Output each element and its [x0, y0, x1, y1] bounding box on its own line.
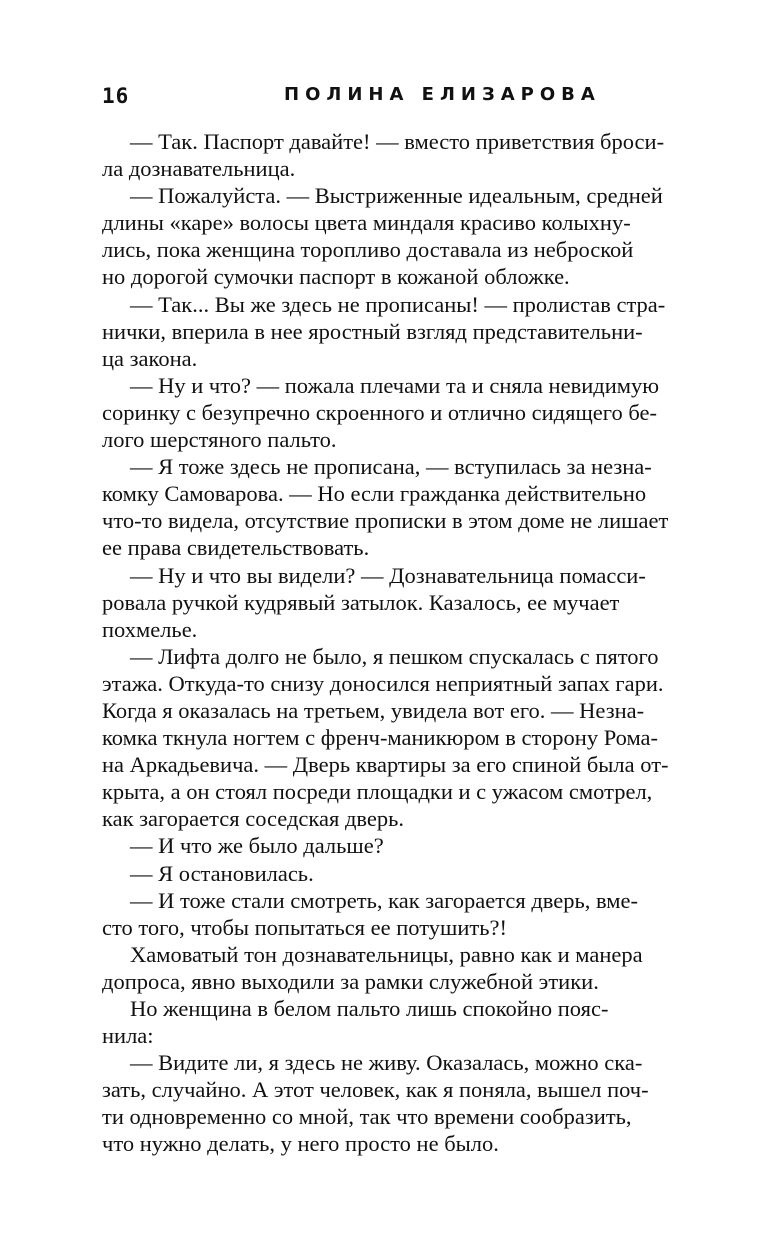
text-line: Когда я оказалась на третьем, увидела вот его. — Незна-: [102, 697, 645, 723]
text-line: — Так. Паспорт давайте! — вместо приветствия броси-: [130, 129, 665, 154]
text-line: — Так... Вы же здесь не прописаны! — пролистав стра-: [130, 291, 666, 317]
paragraph: [102, 860, 692, 887]
text-line: — Я остановилась.: [130, 860, 314, 886]
text-line: — Ну и что вы видели? — Дознавательница помасси-: [130, 562, 646, 588]
text-line: Но женщина в белом пальто лишь спокойно пояс-: [130, 996, 609, 1021]
text-line: сто того, чтобы попытаться ее потушить?!: [102, 914, 507, 940]
text-line: ровала ручкой кудрявый затылок. Казалось, ее мучает: [102, 589, 620, 615]
paragraph: [102, 128, 692, 182]
text-line: комку Самоварова. — Но если гражданка действительно: [102, 481, 647, 507]
text-line: — Я тоже здесь не прописана, — вступилась за незна-: [130, 454, 652, 480]
text-line: на Аркадьевича. — Дверь квартиры за его спиной была от-: [102, 752, 669, 778]
text-line: этажа. Откуда-то снизу доносился неприятный запах гари.: [102, 670, 664, 696]
text-line: длины «каре» волосы цвета миндаля красиво колыхну-: [102, 210, 631, 236]
paragraph: [102, 182, 692, 290]
paragraph: [102, 562, 692, 643]
text-line: — И тоже стали смотреть, как загорается дверь, вме-: [130, 887, 638, 913]
text-line: что-то видела, отсутствие прописки в этом доме не лишает: [102, 508, 669, 534]
paragraph: [102, 887, 692, 941]
text-line: — Пожалуйста. — Выстриженные идеальным, средней: [130, 183, 663, 209]
text-line: Хамоватый тон дознавательницы, равно как и манера: [130, 941, 643, 967]
text-line: ца закона.: [102, 345, 198, 371]
text-line: соринку с безупречно скроенного и отлично сидящего бе-: [102, 399, 657, 425]
text-line: ти одновременно со мной, так что времени сообразить,: [102, 1104, 632, 1130]
text-line: похмелье.: [102, 616, 198, 642]
paragraph: [102, 941, 692, 995]
text-line: ее права свидетельствовать.: [102, 535, 370, 561]
paragraph: [102, 291, 692, 372]
text-line: лого шерстяного пальто.: [102, 427, 337, 453]
paragraph: [102, 453, 692, 561]
text-line: ла дознавательница.: [102, 156, 296, 182]
text-line: нила:: [102, 1023, 154, 1049]
text-line: нички, вперила в нее яростный взгляд представительни-: [102, 318, 643, 344]
paragraph: [102, 1049, 692, 1157]
text-line: зать, случайно. А этот человек, как я поняла, вышел поч-: [102, 1077, 649, 1103]
body-text: [102, 128, 692, 1158]
paragraph: [102, 832, 692, 859]
text-line: допроса, явно выходили за рамки служебной этики.: [102, 968, 599, 994]
text-line: крыта, а он стоял посреди площадки и с ужасом смотрел,: [102, 779, 653, 805]
running-head-author: ПОЛИНА ЕЛИЗАРОВА: [284, 84, 601, 105]
text-line: — Лифта долго не было, я пешком спускалась с пятого: [130, 643, 659, 669]
text-line: лись, пока женщина торопливо доставала из неброской: [102, 237, 634, 263]
paragraph: [102, 643, 692, 833]
text-line: — Видите ли, я здесь не живу. Оказалась, можно ска-: [130, 1050, 643, 1076]
page-header: [102, 84, 692, 114]
text-line: но дорогой сумочки паспорт в кожаной обложке.: [102, 264, 570, 290]
page-number: 16: [102, 84, 130, 108]
paragraph: [102, 372, 692, 453]
text-line: как загорается соседская дверь.: [102, 806, 405, 832]
text-line: — И что же было дальше?: [130, 833, 384, 859]
text-line: — Ну и что? — пожала плечами та и сняла невидимую: [130, 372, 660, 398]
text-line: что нужно делать, у него просто не было.: [102, 1131, 499, 1157]
paragraph: [102, 995, 692, 1049]
text-line: комка ткнула ногтем с френч-маникюром в сторону Рома-: [102, 725, 659, 751]
